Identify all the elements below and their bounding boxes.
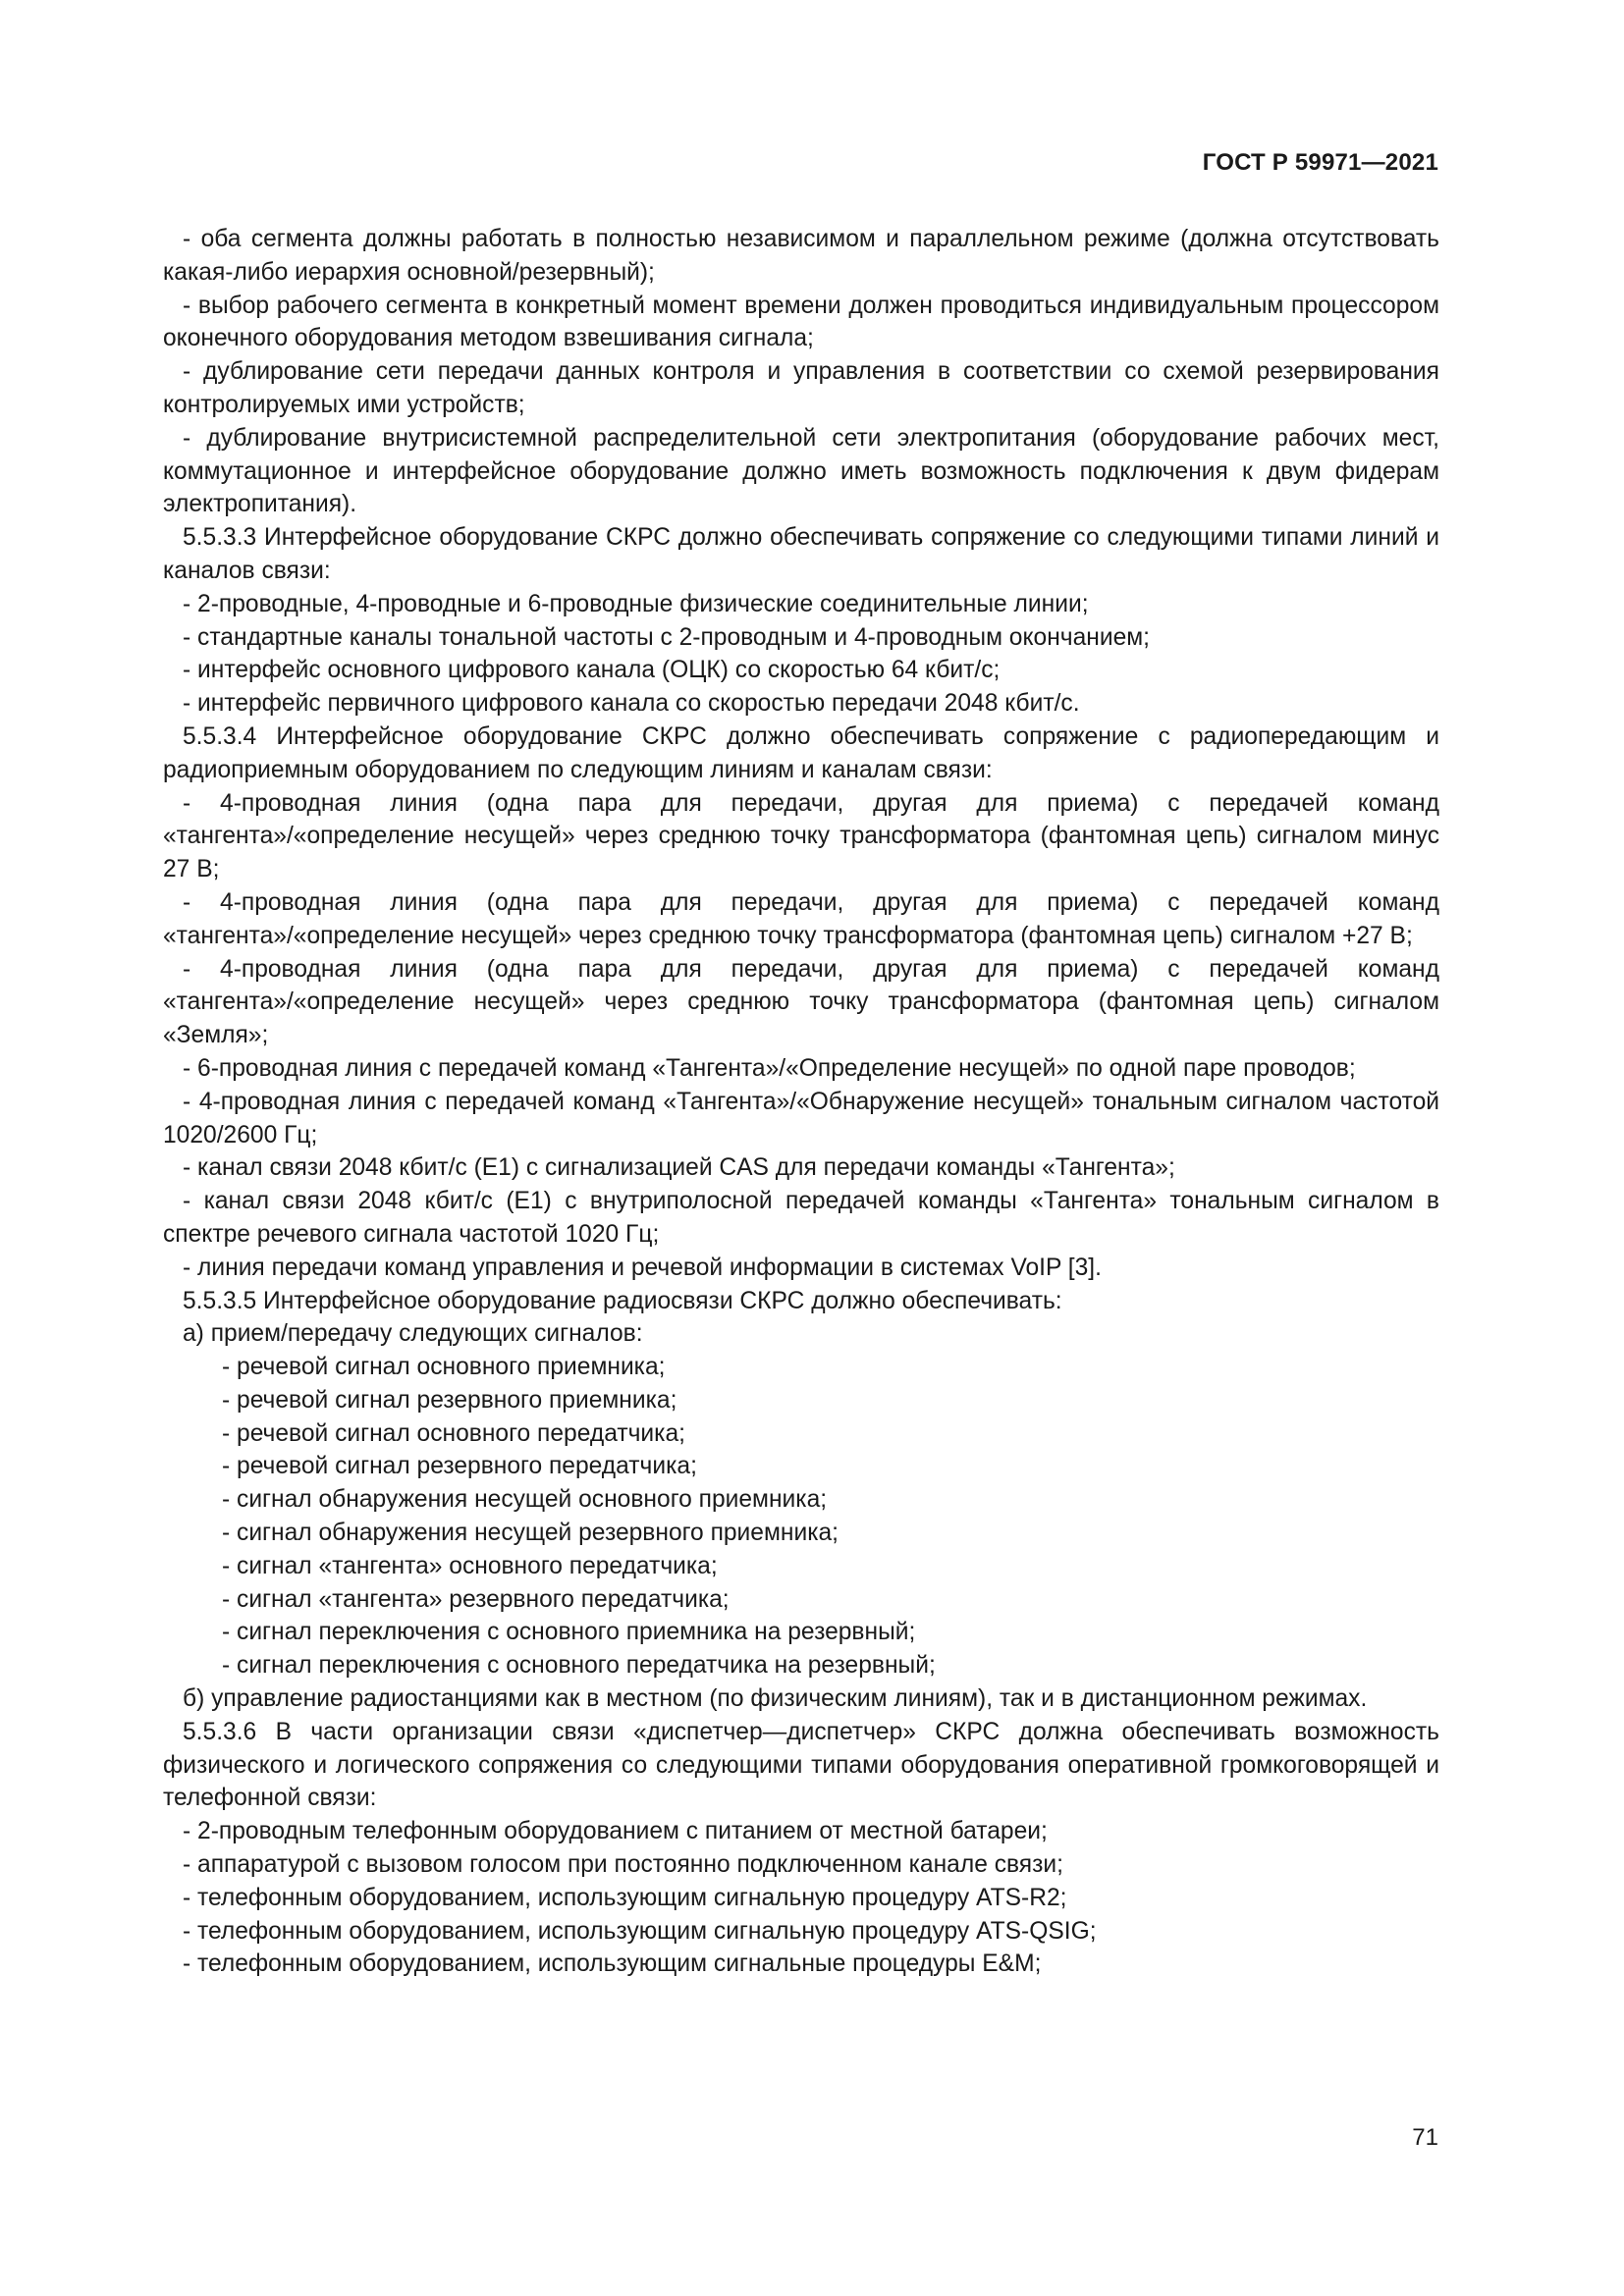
paragraph: - выбор рабочего сегмента в конкретный момент времени должен проводиться индивидуальным процессором оконечного оборудования методом взвешивания сигнала; [163,292,1439,352]
page-number: 71 [1412,2124,1438,2151]
document-body [163,223,1439,1981]
paragraph: - интерфейс основного цифрового канала (ОЦК) со скоростью 64 кбит/с; [183,657,1001,684]
paragraph: - 4-проводная линия (одна пара для передачи, другая для приема) с передачей команд «тангента»/«определение несущей» через среднюю точку трансформатора (фантомная цепь) сигналом минус 27 В; [163,789,1439,883]
paragraph: - речевой сигнал резервного передатчика; [222,1453,697,1480]
paragraph: - сигнал «тангента» резервного передатчика; [222,1585,730,1613]
paragraph: - 4-проводная линия с передачей команд «Тангента»/«Обнаружение несущей» тональным сигналом частотой 1020/2600 Гц; [163,1088,1439,1148]
paragraph: б) управление радиостанциями как в местном (по физическим линиям), так и в дистанционном режимах. [183,1685,1368,1713]
paragraph: - сигнал обнаружения несущей резервного приемника; [222,1520,839,1547]
paragraph: - сигнал обнаружения несущей основного приемника; [222,1486,828,1514]
paragraph: - речевой сигнал основного передатчика; [222,1419,685,1447]
paragraph: - интерфейс первичного цифрового канала со скоростью передачи 2048 кбит/с. [183,690,1080,718]
paragraph: - оба сегмента должны работать в полностью независимом и параллельном режиме (должна отсутствовать какая-либо иерархия основной/резервный); [163,226,1439,286]
paragraph: - 6-проводная линия с передачей команд «Тангента»/«Определение несущей» по одной паре проводов; [183,1054,1356,1082]
paragraph: - речевой сигнал резервного приемника; [222,1386,677,1414]
paragraph: - дублирование сети передачи данных контроля и управления в соответствии со схемой резервирования контролируемых ими устройств; [163,358,1439,418]
paragraph: 5.5.3.3 Интерфейсное оборудование СКРС должно обеспечивать сопряжение со следующими типами линий и каналов связи: [163,524,1439,584]
paragraph: - стандартные каналы тональной частоты с 2-проводным и 4-проводным окончанием; [183,623,1151,651]
paragraph: - сигнал переключения с основного приемника на резервный; [222,1619,916,1646]
paragraph: - сигнал «тангента» основного передатчика; [222,1552,718,1579]
paragraph: - аппаратурой с вызовом голосом при постоянно подключенном канале связи; [183,1851,1063,1879]
paragraph: - телефонным оборудованием, использующим сигнальную процедуру ATS-QSIG; [183,1917,1097,1945]
paragraph: 5.5.3.4 Интерфейсное оборудование СКРС должно обеспечивать сопряжение с радиопередающим и радиоприемным оборудованием по следующим линиям и каналам связи: [163,722,1439,783]
paragraph: - телефонным оборудованием, использующим сигнальные процедуры E&M; [183,1950,1042,1978]
paragraph: - 4-проводная линия (одна пара для передачи, другая для приема) с передачей команд «тангента»/«определение несущей» через среднюю точку трансформатора (фантомная цепь) сигналом «Земля»; [163,955,1439,1049]
paragraph: - 4-проводная линия (одна пара для передачи, другая для приема) с передачей команд «тангента»/«определение несущей» через среднюю точку трансформатора (фантомная цепь) сигналом +27 В; [163,888,1439,949]
paragraph: - дублирование внутрисистемной распределительной сети электропитания (оборудование рабочих мест, коммутационное и интерфейсное оборудование должно иметь возможность подключения к двум фидерам электропитания). [163,424,1439,518]
document-number: ГОСТ Р 59971—2021 [1202,149,1438,176]
paragraph: - 2-проводным телефонным оборудованием с питанием от местной батареи; [183,1818,1048,1845]
paragraph: - линия передачи команд управления и речевой информации в системах VoIP [3]. [183,1254,1102,1281]
paragraph: - 2-проводные, 4-проводные и 6-проводные физические соединительные линии; [183,590,1089,617]
paragraph: 5.5.3.5 Интерфейсное оборудование радиосвязи СКРС должно обеспечивать: [183,1287,1062,1314]
paragraph: - телефонным оборудованием, использующим сигнальную процедуру ATS-R2; [183,1884,1067,1911]
paragraph: а) прием/передачу следующих сигналов: [183,1320,643,1348]
paragraph: - речевой сигнал основного приемника; [222,1354,666,1381]
paragraph: - канал связи 2048 кбит/с (Е1) с сигнализацией CAS для передачи команды «Тангента»; [183,1154,1175,1182]
paragraph: - сигнал переключения с основного передатчика на резервный; [222,1652,936,1680]
paragraph: 5.5.3.6 В части организации связи «диспетчер—диспетчер» СКРС должна обеспечивать возможность физического и логического сопряжения со следующими типами оборудования оперативной громкоговорящей и телефонной связи: [163,1718,1439,1812]
paragraph: - канал связи 2048 кбит/с (Е1) с внутриполосной передачей команды «Тангента» тональным сигналом в спектре речевого сигнала частотой 1020 Гц; [163,1188,1439,1248]
